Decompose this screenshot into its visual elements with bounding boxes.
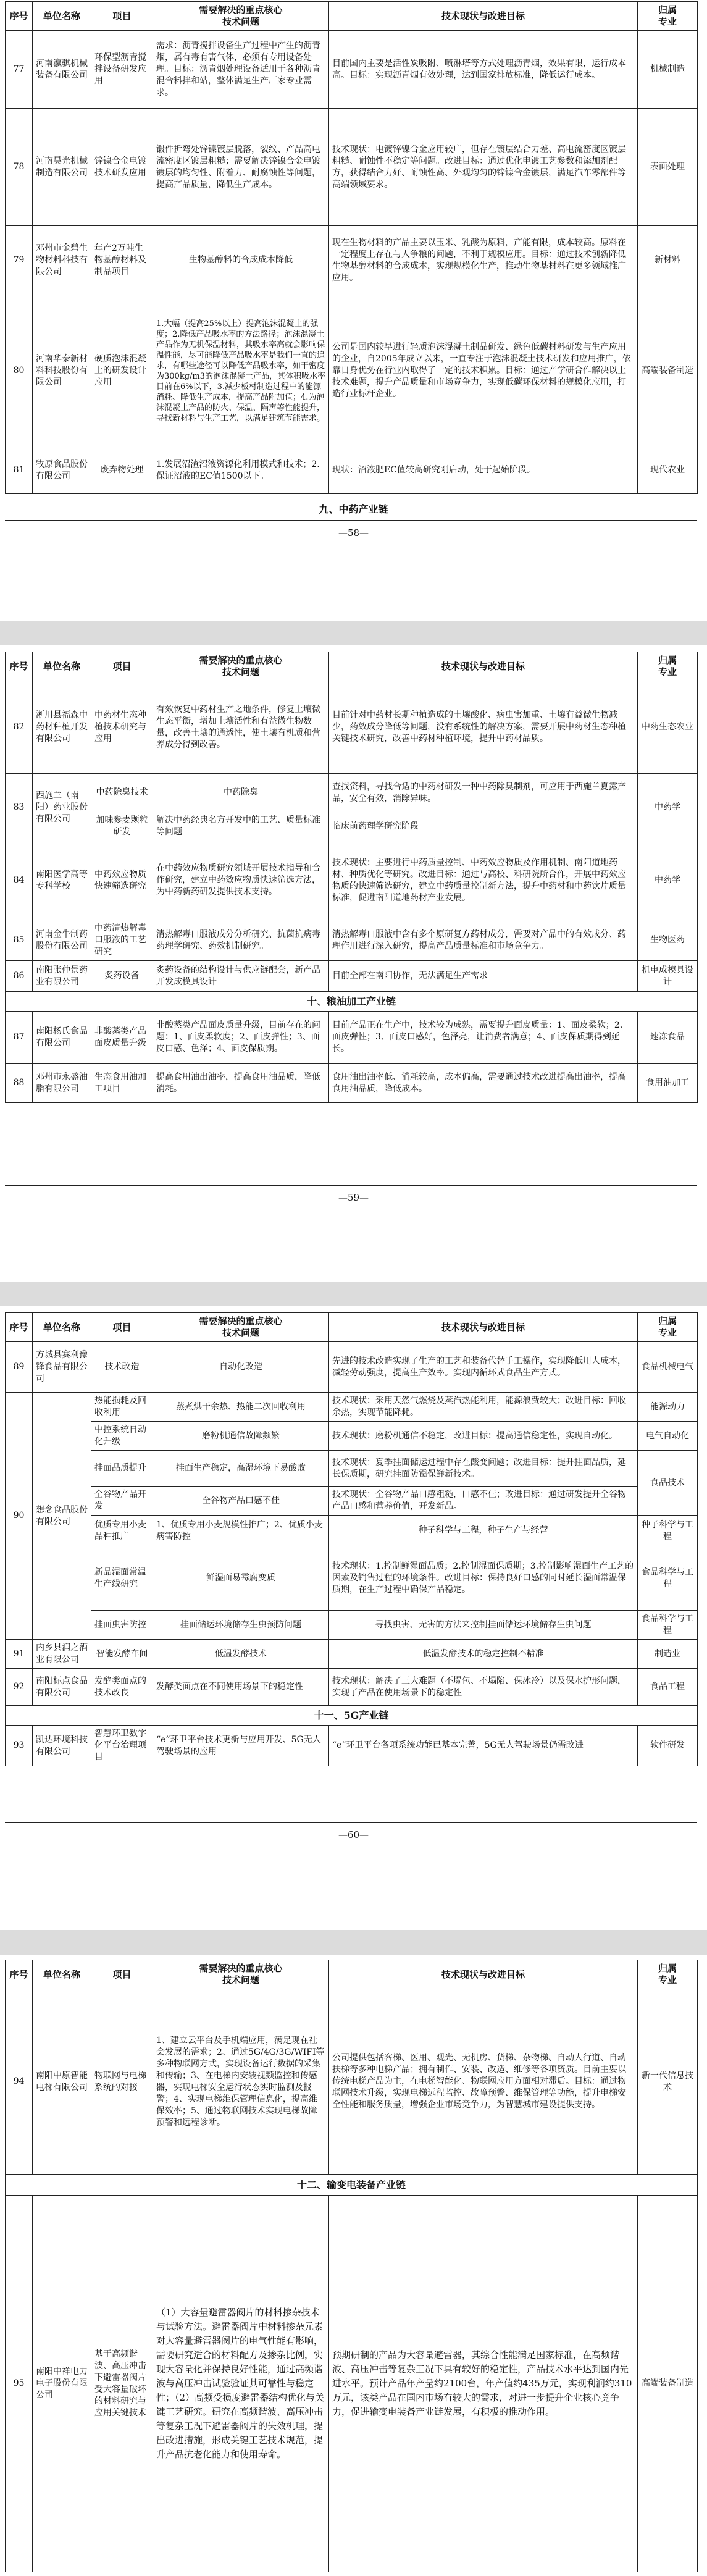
cell-major: 食用油加工 (638, 1064, 698, 1103)
page-number: —60— (338, 1829, 369, 1840)
table-row (6, 2196, 698, 2572)
cell-target: 寻找虫害、无害的方法来控制挂面储运环境储存生虫问题 (329, 1611, 638, 1640)
header-unit: 单位名称 (33, 2, 91, 31)
table-header-row (6, 1313, 698, 1342)
cell-target: 现状：沼液肥EC值较高研究刚启动，处于起始阶段。 (329, 447, 638, 494)
cell-unit: 邓州市永盛油脂有限公司 (33, 1064, 91, 1103)
cell-unit: 河南昊光机械制造有限公司 (33, 109, 91, 226)
page-gap (0, 1282, 707, 1306)
cell-target: 种子科学与工程，种子生产与经营 (329, 1516, 638, 1546)
table-row (6, 31, 698, 109)
cell-problem: 1、优质专用小麦规模性推广；2、优质小麦病害防控 (153, 1516, 329, 1546)
cell-unit: 河南金牛制药股份有限公司 (33, 920, 91, 961)
cell-project: 中药效应物质快速筛选研究 (91, 841, 153, 920)
cell-no: 82 (6, 681, 33, 774)
cell-project: 中药除臭技术 (91, 774, 153, 812)
cell-target: 公司提供包括客梯、医用、观光、无机房、货梯、杂物梯、自动人行道、自动扶梯等多种电梯产品；拥有制作、安装、改造、维修等各项资质。目前主要以传统电梯产品为主，在电梯智能化、物联网应用方面相对滞后。目标：通过物联网技术升级，实现电梯远程监控、故障预警、维保管理等功能，提升电梯安全性能和服务质量，增强企业市场竞争力，为智慧城市建设提供支持。 (329, 1989, 638, 2175)
header-unit: 单位名称 (33, 1313, 91, 1342)
cell-target: 食用油出油率低、消耗较高，成本偏高，需要通过技术改进提高出油率，提高食用油品质，降低成本。 (329, 1064, 638, 1103)
section-title: 九、中药产业链 (319, 503, 388, 515)
header-project: 项目 (91, 2, 153, 31)
page-gap (0, 1930, 707, 1955)
table-row (6, 1669, 698, 1706)
cell-project: 挂面品质提升 (91, 1451, 153, 1487)
cell-unit: 河南华泰新材料科技股份有限公司 (33, 295, 91, 447)
demand-table (5, 1312, 698, 1766)
cell-no: 85 (6, 920, 33, 961)
cell-problem: 1、建立云平台及手机端应用，满足现在社会发展的需求；2、通过5G/4G/3G/WIFI等多种物联网方式，实现设备运行数据的采集和传输；3、在电梯内安装视频监控和传感器，实现电梯安全运行状态实时监测及报警；4、实现电梯维保管理信息化，提高维保效率；5、通过物联网技术实现电梯故障预警和远程诊断。 (153, 1989, 329, 2175)
cell-problem: （1）大容量避雷器阀片的材料掺杂技术与试验方法。避雷器阀片中材料掺杂元素对大容量避雷器阀片的电气性能有影响，需要研究适合的材料配方及掺杂比例，实现大容量化并保持良好性能，通过高频谐波与高压冲击试验验证其可靠性与稳定性；（2）高频受损度避雷器结构优化与关键工艺研究。研究在高频谐波、高压冲击等复杂工况下避雷器阀片的失效机理，提出改进措施，形成关键工艺技术规范，提升产品抗老化能力和使用寿命。 (153, 2196, 329, 2572)
cell-major: 食品科学与工程 (638, 1611, 698, 1640)
page-number: —58— (338, 527, 369, 539)
cell-problem: 鲜湿面易霉腐变质 (153, 1546, 329, 1611)
table-row (6, 1487, 698, 1516)
cell-major: 机械制造 (638, 31, 698, 109)
cell-no: 94 (6, 1989, 33, 2175)
cell-no: 84 (6, 841, 33, 920)
page-61 (0, 1955, 707, 2576)
cell-project: 环保型沥青搅拌设备研发应用 (91, 31, 153, 109)
cell-major: 速冻食品 (638, 1012, 698, 1064)
table-header-row (6, 1960, 698, 1989)
header-major: 归属 专业 (638, 652, 698, 681)
table-row (6, 226, 698, 295)
cell-problem: 1.大幅（提高25%以上）提高泡沫混凝土的强度；2.降低产品吸水率的方法路径；泡沫混凝土产品作为无机保温材料，其吸水率高就会影响保温性能，尽可能降低产品吸水率是我们一直的追求，有哪些途径可以降低产品吸水率，如干密度为300kg/m3的泡沫混凝土产品，其体积吸水率目前在6%以下，3.减少板材制造过程中的能源消耗、降低生产成本，提高产品附加值；4.为泡沫混凝土产品的防火、保温、隔声等性能提升，寻找新材料与生产工艺，以满足建筑节能需求。 (153, 295, 329, 447)
cell-target: “e”环卫平台各项系统功能已基本完善，5G无人驾驶场景仍需改进 (329, 1726, 638, 1766)
header-target: 技术现状与改进目标 (329, 652, 638, 681)
cell-major: 高端装备制造 (638, 295, 698, 447)
cell-major: 新材料 (638, 226, 698, 295)
header-major: 归属 专业 (638, 1960, 698, 1989)
table-row (6, 1611, 698, 1640)
cell-target: 目前全部在南阳协作，无法满足生产需求 (329, 961, 638, 992)
cell-project: 技术改造 (91, 1342, 153, 1393)
table-row (6, 681, 698, 774)
table-row (6, 1012, 698, 1064)
table-row (6, 1342, 698, 1393)
cell-project: 优质专用小麦品种推广 (91, 1516, 153, 1546)
table-row (6, 1546, 698, 1611)
cell-unit: 凯达环境科技有限公司 (33, 1726, 91, 1766)
header-unit: 单位名称 (33, 652, 91, 681)
cell-no: 81 (6, 447, 33, 494)
cell-no: 91 (6, 1640, 33, 1669)
table-header-row (6, 652, 698, 681)
cell-target: 目前针对中药材长期种植造成的土壤酸化、病虫害加重、土壤有益微生物减少，药效成分降低等问题，没有系统性的解决方案，需要开展中药材生态种植关键技术研究，改善中药材种植环境，提升中药材品质。 (329, 681, 638, 774)
cell-project: 中控系统自动化升级 (91, 1422, 153, 1451)
cell-unit: 河南瀛骐机械装备有限公司 (33, 31, 91, 109)
cell-unit: 南阳中原智能电梯有限公司 (33, 1989, 91, 2175)
cell-problem: 需求：沥青搅拌设备生产过程中产生的沥青烟，属有毒有害气体，必须有专用设备处理。目标：沥青烟处理设备适用于各种沥青混合料拌和站，整体满足生产厂家专业需求。 (153, 31, 329, 109)
cell-unit: 南阳标点食品有限公司 (33, 1669, 91, 1706)
cell-unit: 想念食品股份有限公司 (33, 1393, 91, 1640)
cell-problem: 全谷物产品口感不佳 (153, 1487, 329, 1516)
header-project: 项目 (91, 652, 153, 681)
section-title: 十二、输变电装备产业链 (6, 2175, 698, 2196)
cell-project: 硬质泡沫混凝土的研发设计应用 (91, 295, 153, 447)
cell-problem: 发酵类面点在不同使用场景下的稳定性 (153, 1669, 329, 1706)
cell-no: 89 (6, 1342, 33, 1393)
cell-problem: 挂面储运环境储存生虫预防问题 (153, 1611, 329, 1640)
cell-problem: 1.发展沼渣沼液资源化利用模式和技术；2.保证沼液的EC值1500以下。 (153, 447, 329, 494)
cell-project: 新品湿面常温生产线研究 (91, 1546, 153, 1611)
cell-major: 高端装备制造 (638, 2196, 698, 2572)
cell-unit: 邓州市金碧生物材料科技有限公司 (33, 226, 91, 295)
table-row (6, 774, 698, 812)
cell-target: 清热解毒口服液中含有多个原研复方药材成分，需要对产品中的有效成分、药理作用进行深入研究，提高产品质量标准和市场竞争力。 (329, 920, 638, 961)
cell-problem: 挂面生产稳定，高湿环境下易酸败 (153, 1451, 329, 1487)
header-unit: 单位名称 (33, 1960, 91, 1989)
header-major: 归属 专业 (638, 1313, 698, 1342)
cell-problem: 有效恢复中药材生产之地条件，修复土壤微生态平衡，增加土壤活性和有益微生物数量，改善土壤的通透性，使土壤有机质和营养成分得到改善。 (153, 681, 329, 774)
cell-problem: 在中药效应物质研究领域开展技术指导和合作研究，建立中药效应物质快速筛选方法，为中药新药研发提供技术支持。 (153, 841, 329, 920)
cell-unit: 南阳中祥电力电子股份有限公司 (33, 2196, 91, 2572)
cell-problem: 磨粉机通信故障频繁 (153, 1422, 329, 1451)
section-row (6, 2175, 698, 2196)
cell-problem: “e”环卫平台技术更新与应用开发、5G无人驾驶场景的应用 (153, 1726, 329, 1766)
cell-unit: 牧原食品股份有限公司 (33, 447, 91, 494)
cell-project: 全谷物产品开发 (91, 1487, 153, 1516)
page-60 (0, 1306, 707, 1930)
table-row (6, 920, 698, 961)
cell-unit: 南阳杨氏食品有限公司 (33, 1012, 91, 1064)
cell-major: 现代农业 (638, 447, 698, 494)
cell-target: 技术现状：解决了三大难题（不塌包、不塌陷、保冰冷）以及保水护形问题，实现了产品在使用场景下的稳定性 (329, 1669, 638, 1706)
cell-no: 77 (6, 31, 33, 109)
cell-target: 技术现状：夏季挂面储运过程中存在酸变问题；改进目标：提升挂面品质，延长保质期，研究挂面防霉保鲜新技术。 (329, 1451, 638, 1487)
header-target: 技术现状与改进目标 (329, 2, 638, 31)
section-title: 十、粮油加工产业链 (6, 992, 698, 1012)
page-number: —59— (338, 1192, 369, 1203)
section-row (6, 1706, 698, 1726)
cell-major: 制造业 (638, 1640, 698, 1669)
cell-problem: 炙药设备的结构设计与供应链配套，新产品开发成模具设计 (153, 961, 329, 992)
cell-problem: 自动化改造 (153, 1342, 329, 1393)
cell-major: 食品工程 (638, 1669, 698, 1706)
cell-project: 热能损耗及回收利用 (91, 1393, 153, 1422)
cell-problem: 非酸蒸类产品面皮质量升级，目前存在的问题：1、面皮柔软度；2、面皮弹性；3、面皮口感、色泽；4、面皮保质期。 (153, 1012, 329, 1064)
section-row (6, 992, 698, 1012)
cell-project: 炙药设备 (91, 961, 153, 992)
header-project: 项目 (91, 1960, 153, 1989)
table-row (6, 447, 698, 494)
cell-major: 表面处理 (638, 109, 698, 226)
cell-no: 92 (6, 1669, 33, 1706)
cell-target: 技术现状：磨粉机通信不稳定，改进目标：提高通信稳定性，实现自动化。 (329, 1422, 638, 1451)
page-58 (0, 0, 707, 621)
cell-no: 80 (6, 295, 33, 447)
page-59 (0, 645, 707, 1282)
header-problem: 需要解决的重点核心 技术问题 (153, 1960, 329, 1989)
cell-no: 90 (6, 1393, 33, 1640)
cell-project: 中药材生态种植技术研究与应用 (91, 681, 153, 774)
cell-major: 机电成模具设计 (638, 961, 698, 992)
header-seq: 序号 (6, 2, 33, 31)
cell-no: 79 (6, 226, 33, 295)
cell-target: 查找资料，寻找合适的中药材研发一种中药除臭制剂，可应用于西施兰夏露产品，安全有效，消除异味。 (329, 774, 638, 812)
cell-target: 技术现状：电镀锌镍合金应用较广，但存在镀层结合力差、高电流密度区镀层粗糙、耐蚀性不稳定等问题。改进目标：通过优化电镀工艺参数和添加剂配方，获得结合力好、耐蚀性高、外观均匀的锌镍合金镀层，满足汽车零部件等高端领域要求。 (329, 109, 638, 226)
cell-problem: 蒸煮烘干余热、热能二次回收利用 (153, 1393, 329, 1422)
cell-problem: 解决中药经典名方开发中的工艺、质量标准等问题 (153, 812, 329, 841)
cell-unit: 南阳医学高等专科学校 (33, 841, 91, 920)
page-gap (0, 621, 707, 645)
cell-no: 78 (6, 109, 33, 226)
cell-problem: 清热解毒口服液成分分析研究、抗菌抗病毒药理学研究、药效机制研究。 (153, 920, 329, 961)
table-row (6, 1064, 698, 1103)
table-row (6, 1989, 698, 2175)
table-row (6, 109, 698, 226)
table-row (6, 812, 698, 841)
header-target: 技术现状与改进目标 (329, 1313, 638, 1342)
header-problem: 需要解决的重点核心 技术问题 (153, 652, 329, 681)
header-problem: 需要解决的重点核心 技术问题 (153, 1313, 329, 1342)
cell-major: 生物医药 (638, 920, 698, 961)
cell-project: 非酸蒸类产品面皮质量升级 (91, 1012, 153, 1064)
divider (5, 1822, 697, 1823)
header-target: 技术现状与改进目标 (329, 1960, 638, 1989)
header-problem: 需要解决的重点核心 技术问题 (153, 2, 329, 31)
cell-project: 挂面虫害防控 (91, 1611, 153, 1640)
header-seq: 序号 (6, 652, 33, 681)
cell-no: 93 (6, 1726, 33, 1766)
demand-table (5, 652, 698, 1103)
divider (5, 520, 697, 521)
table-row (6, 1451, 698, 1487)
cell-unit: 淅川县福森中药材种植开发有限公司 (33, 681, 91, 774)
cell-project: 物联网与电梯系统的对接 (91, 1989, 153, 2175)
cell-major: 中药生态农业 (638, 681, 698, 774)
cell-target: 技术现状：采用天然气燃烧及蒸汽热能利用，能源浪费较大；改进目标：回收余热，实现节能降耗。 (329, 1393, 638, 1422)
table-row (6, 961, 698, 992)
cell-major: 电气自动化 (638, 1422, 698, 1451)
cell-target: 目前产品正在生产中，技术较为成熟，需要提升面皮质量：1、面皮柔软；2、面皮弹性；3、面皮口感好，色泽亮，让消费者满意；4、面皮保质期得到延长。 (329, 1012, 638, 1064)
demand-table (5, 1960, 698, 2572)
cell-target: 目前国内主要是活性炭吸附、喷淋塔等方式处理沥青烟，效果有限，运行成本高。目标：实现沥青烟有效处理，达到国家排放标准，降低运行成本。 (329, 31, 638, 109)
table-row (6, 295, 698, 447)
header-major: 归属 专业 (638, 2, 698, 31)
table-row (6, 841, 698, 920)
header-seq: 序号 (6, 1313, 33, 1342)
divider (5, 1185, 697, 1186)
cell-project: 生态食用油加工项目 (91, 1064, 153, 1103)
demand-table (5, 1, 698, 494)
cell-target: 技术现状：全谷物产品口感粗糙，口感不佳；改进目标：通过研发提升全谷物产品口感和营养价值，开发新品。 (329, 1487, 638, 1516)
cell-unit: 内乡县润之酒业有限公司 (33, 1640, 91, 1669)
cell-target: 技术现状：1.控制鲜湿面品质；2.控制湿面保质期；3.控制影响湿面生产工艺的因素及销售过程的环境条件。改进目标：保持良好口感的同时延长湿面常温保质期，在生产过程中确保产品稳定。 (329, 1546, 638, 1611)
cell-problem: 生物基醇料的合成成本降低 (153, 226, 329, 295)
cell-problem: 低温发酵技术 (153, 1640, 329, 1669)
cell-major: 食品机械电气 (638, 1342, 698, 1393)
cell-target: 公司是国内较早进行轻质泡沫混凝土制品研发、绿色低碳材料研发与生产应用的企业，自2005年成立以来，一直专注于泡沫混凝土技术研发和应用推广，依靠自身优势在行业内取得了一定的技术积累。目标：通过产学研合作解决以上技术难题，提升产品质量和市场竞争力，实现低碳环保材料的规模化应用，打造行业标杆企业。 (329, 295, 638, 447)
cell-no: 86 (6, 961, 33, 992)
cell-major: 能源动力 (638, 1393, 698, 1422)
cell-project: 加味参麦颗粒研发 (91, 812, 153, 841)
table-header-row (6, 2, 698, 31)
table-row (6, 1422, 698, 1451)
section-title: 十一、5G产业链 (6, 1706, 698, 1726)
cell-no: 95 (6, 2196, 33, 2572)
cell-no: 83 (6, 774, 33, 841)
cell-project: 智能发酵车间 (91, 1640, 153, 1669)
cell-problem: 中药除臭 (153, 774, 329, 812)
cell-major: 软件研发 (638, 1726, 698, 1766)
cell-project: 智慧环卫数字化平台治理项目 (91, 1726, 153, 1766)
cell-major: 中药学 (638, 841, 698, 920)
cell-project: 年产2万吨生物基醇材料及制品项目 (91, 226, 153, 295)
cell-target: 临床前药理学研究阶段 (329, 812, 638, 841)
cell-target: 预期研制的产品为大容量避雷器，其综合性能满足国家标准，在高频谐波、高压冲击等复杂工况下具有较好的稳定性，产品技术水平达到国内先进水平。预计产品年产量约2100台，年产值约435万元，实现利润约310万元，该类产品在国内市场有较大的需求，对进一步提升企业核心竞争力，促进输变电装备产业链发展，有积极的推动作用。 (329, 2196, 638, 2572)
cell-no: 87 (6, 1012, 33, 1064)
header-project: 项目 (91, 1313, 153, 1342)
header-seq: 序号 (6, 1960, 33, 1989)
table-row (6, 1393, 698, 1422)
cell-target: 技术现状：主要进行中药质量控制、中药效应物质及作用机制、南阳道地药材、种质优化等研究。改进目标：通过与高校、科研院所合作，开展中药效应物质的快速筛选研究，建立中药质量控制新方法，提升中药材和中药饮片质量标准，促进南阳道地药材产业发展。 (329, 841, 638, 920)
cell-target: 现在生物材料的产品主要以玉米、乳酸为原料，产能有限，成本较高。原料在一定程度上存在与人争粮的问题，不利于规模应用。目标：通过技术创新降低生物基醇材料的合成成本，实现规模化生产，推动生物基材料在更多领域推广应用。 (329, 226, 638, 295)
cell-major: 食品科学与工程 (638, 1546, 698, 1611)
cell-target: 先进的技术改造实现了生产的工艺和装备代替手工操作，实现降低用人成本，减轻劳动强度，提高生产效率。实现内循环式食品生产方式。 (329, 1342, 638, 1393)
cell-project: 基于高频谐波、高压冲击下避雷器阀片受大容量破坏的材料研究与应用关键技术 (91, 2196, 153, 2572)
cell-problem: 提高食用油出油率，提高食用油品质，降低消耗。 (153, 1064, 329, 1103)
cell-project: 废弃物处理 (91, 447, 153, 494)
cell-major: 中药学 (638, 774, 698, 841)
table-row (6, 1726, 698, 1766)
cell-project: 锌镍合金电镀技术研发应用 (91, 109, 153, 226)
cell-project: 中药清热解毒口服液的工艺研究 (91, 920, 153, 961)
cell-major: 食品技术 (638, 1451, 698, 1516)
cell-major: 新一代信息技术 (638, 1989, 698, 2175)
cell-major: 种子科学与工程 (638, 1516, 698, 1546)
table-row (6, 1516, 698, 1546)
cell-no: 88 (6, 1064, 33, 1103)
cell-unit: 南阳张仲景药业有限公司 (33, 961, 91, 992)
cell-problem: 锻件折弯处锌镍镀层脱落，裂纹、产品高电流密度区镀层粗糙；需要解决锌镍合金电镀镀层的均匀性、附着力、耐腐蚀性等问题，提高产品质量，降低生产成本。 (153, 109, 329, 226)
cell-project: 发酵类面点的技术改良 (91, 1669, 153, 1706)
cell-unit: 西施兰（南阳）药业股份有限公司 (33, 774, 91, 841)
table-row (6, 1640, 698, 1669)
cell-target: 低温发酵技术的稳定控制不精准 (329, 1640, 638, 1669)
cell-unit: 方城县赛利豫锋食品有限公司 (33, 1342, 91, 1393)
